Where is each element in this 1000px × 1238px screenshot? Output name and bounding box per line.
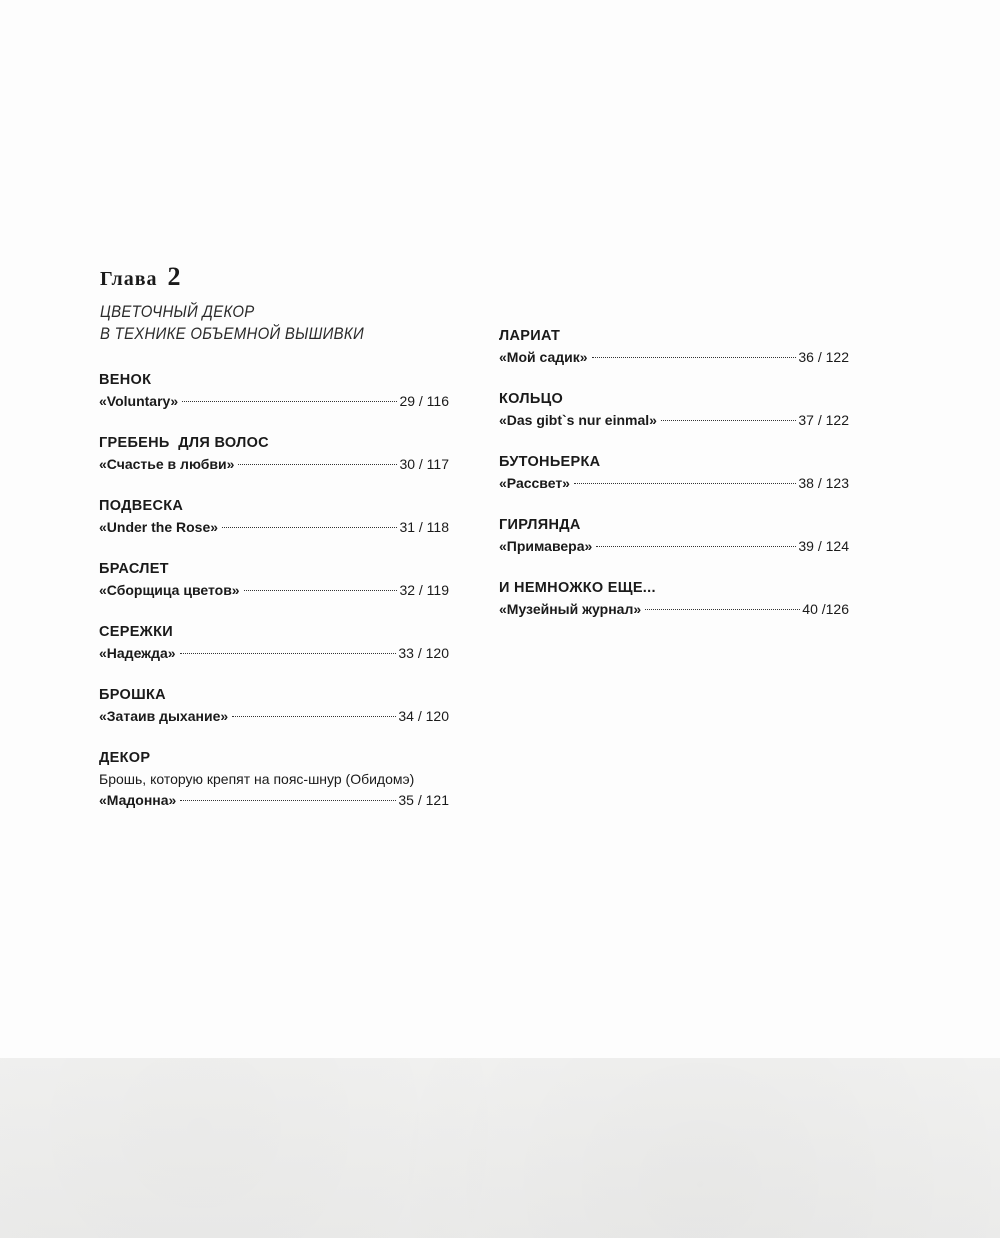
dot-leader	[574, 483, 796, 484]
toc-category: ЛАРИАТ	[499, 328, 561, 344]
toc-line[interactable]	[99, 790, 449, 811]
toc-category: БРАСЛЕТ	[99, 561, 169, 577]
toc-entry	[499, 515, 849, 557]
subtitle-line-2: В ТЕХНИКЕ ОБЪЕМНОЙ ВЫШИВКИ	[100, 324, 364, 343]
dot-leader	[180, 800, 396, 801]
toc-entry	[99, 559, 449, 601]
toc-line[interactable]	[499, 599, 849, 620]
chapter-heading	[100, 262, 182, 292]
toc-title: «Das gibt`s nur einmal»	[499, 412, 657, 428]
toc-pages: 29 / 116	[399, 393, 449, 409]
toc-entry	[99, 685, 449, 727]
toc-description: Брошь, которую крепят на пояс-шнур (Обидомэ)	[99, 771, 415, 787]
toc-category: БУТОНЬЕРКА	[499, 454, 601, 470]
toc-right-column	[499, 326, 849, 641]
toc-entry	[499, 389, 849, 431]
toc-category: ГИРЛЯНДА	[499, 517, 581, 533]
toc-left-column	[99, 370, 449, 832]
dot-leader	[180, 653, 397, 654]
toc-pages: 30 / 117	[399, 456, 449, 472]
toc-category: БРОШКА	[99, 687, 166, 703]
toc-title: «Примавера»	[499, 538, 593, 554]
toc-line[interactable]	[499, 410, 849, 431]
dot-leader	[182, 401, 397, 402]
dot-leader	[244, 590, 398, 591]
toc-entry	[99, 370, 449, 412]
toc-title: «Voluntary»	[99, 393, 179, 409]
toc-title: «Мадонна»	[99, 792, 177, 808]
toc-entry	[499, 452, 849, 494]
dot-leader	[222, 527, 397, 528]
toc-line[interactable]	[99, 580, 449, 601]
toc-entry	[499, 326, 849, 368]
toc-title: «Under the Rose»	[99, 519, 219, 535]
dot-leader	[232, 716, 396, 717]
toc-pages: 40 /126	[802, 601, 849, 617]
toc-entry	[99, 496, 449, 538]
toc-pages: 38 / 123	[798, 475, 849, 491]
dot-leader	[238, 464, 397, 465]
toc-category: И НЕМНОЖКО ЕЩЕ...	[499, 580, 656, 596]
toc-line[interactable]	[99, 391, 449, 412]
dot-leader	[645, 609, 800, 610]
toc-entry	[499, 578, 849, 620]
toc-pages: 37 / 122	[798, 412, 849, 428]
dot-leader	[592, 357, 797, 358]
toc-category: ПОДВЕСКА	[99, 498, 184, 514]
toc-pages: 34 / 120	[398, 708, 449, 724]
toc-category: КОЛЬЦО	[499, 391, 564, 407]
toc-line[interactable]	[499, 473, 849, 494]
chapter-subtitle	[100, 301, 400, 345]
toc-line[interactable]	[499, 536, 849, 557]
toc-entry	[99, 433, 449, 475]
toc-title: «Счастье в любви»	[99, 456, 235, 472]
chapter-number: 2	[167, 262, 182, 291]
toc-line[interactable]	[99, 706, 449, 727]
toc-pages: 33 / 120	[398, 645, 449, 661]
toc-category: СЕРЕЖКИ	[99, 624, 173, 640]
floor-background	[0, 1058, 1000, 1238]
toc-line[interactable]	[99, 517, 449, 538]
dot-leader	[596, 546, 796, 547]
toc-line[interactable]	[499, 347, 849, 368]
toc-title: «Затаив дыхание»	[99, 708, 229, 724]
toc-line[interactable]	[99, 454, 449, 475]
toc-pages: 36 / 122	[798, 349, 849, 365]
toc-entry	[99, 748, 449, 811]
toc-title: «Мой садик»	[499, 349, 588, 365]
toc-title: «Сборщица цветов»	[99, 582, 240, 598]
toc-pages: 35 / 121	[398, 792, 449, 808]
toc-category: ВЕНОК	[99, 372, 152, 388]
toc-category: ГРЕБЕНЬ ДЛЯ ВОЛОС	[99, 435, 269, 451]
toc-line[interactable]	[99, 643, 449, 664]
toc-title: «Музейный журнал»	[499, 601, 642, 617]
toc-pages: 39 / 124	[798, 538, 849, 554]
toc-title: «Надежда»	[99, 645, 176, 661]
chapter-label: Глава	[100, 268, 158, 290]
toc-category: ДЕКОР	[99, 750, 151, 766]
dot-leader	[661, 420, 796, 421]
subtitle-line-1: ЦВЕТОЧНЫЙ ДЕКОР	[100, 302, 255, 321]
toc-title: «Рассвет»	[499, 475, 570, 491]
toc-entry	[99, 622, 449, 664]
toc-pages: 32 / 119	[399, 582, 449, 598]
toc-pages: 31 / 118	[399, 519, 449, 535]
